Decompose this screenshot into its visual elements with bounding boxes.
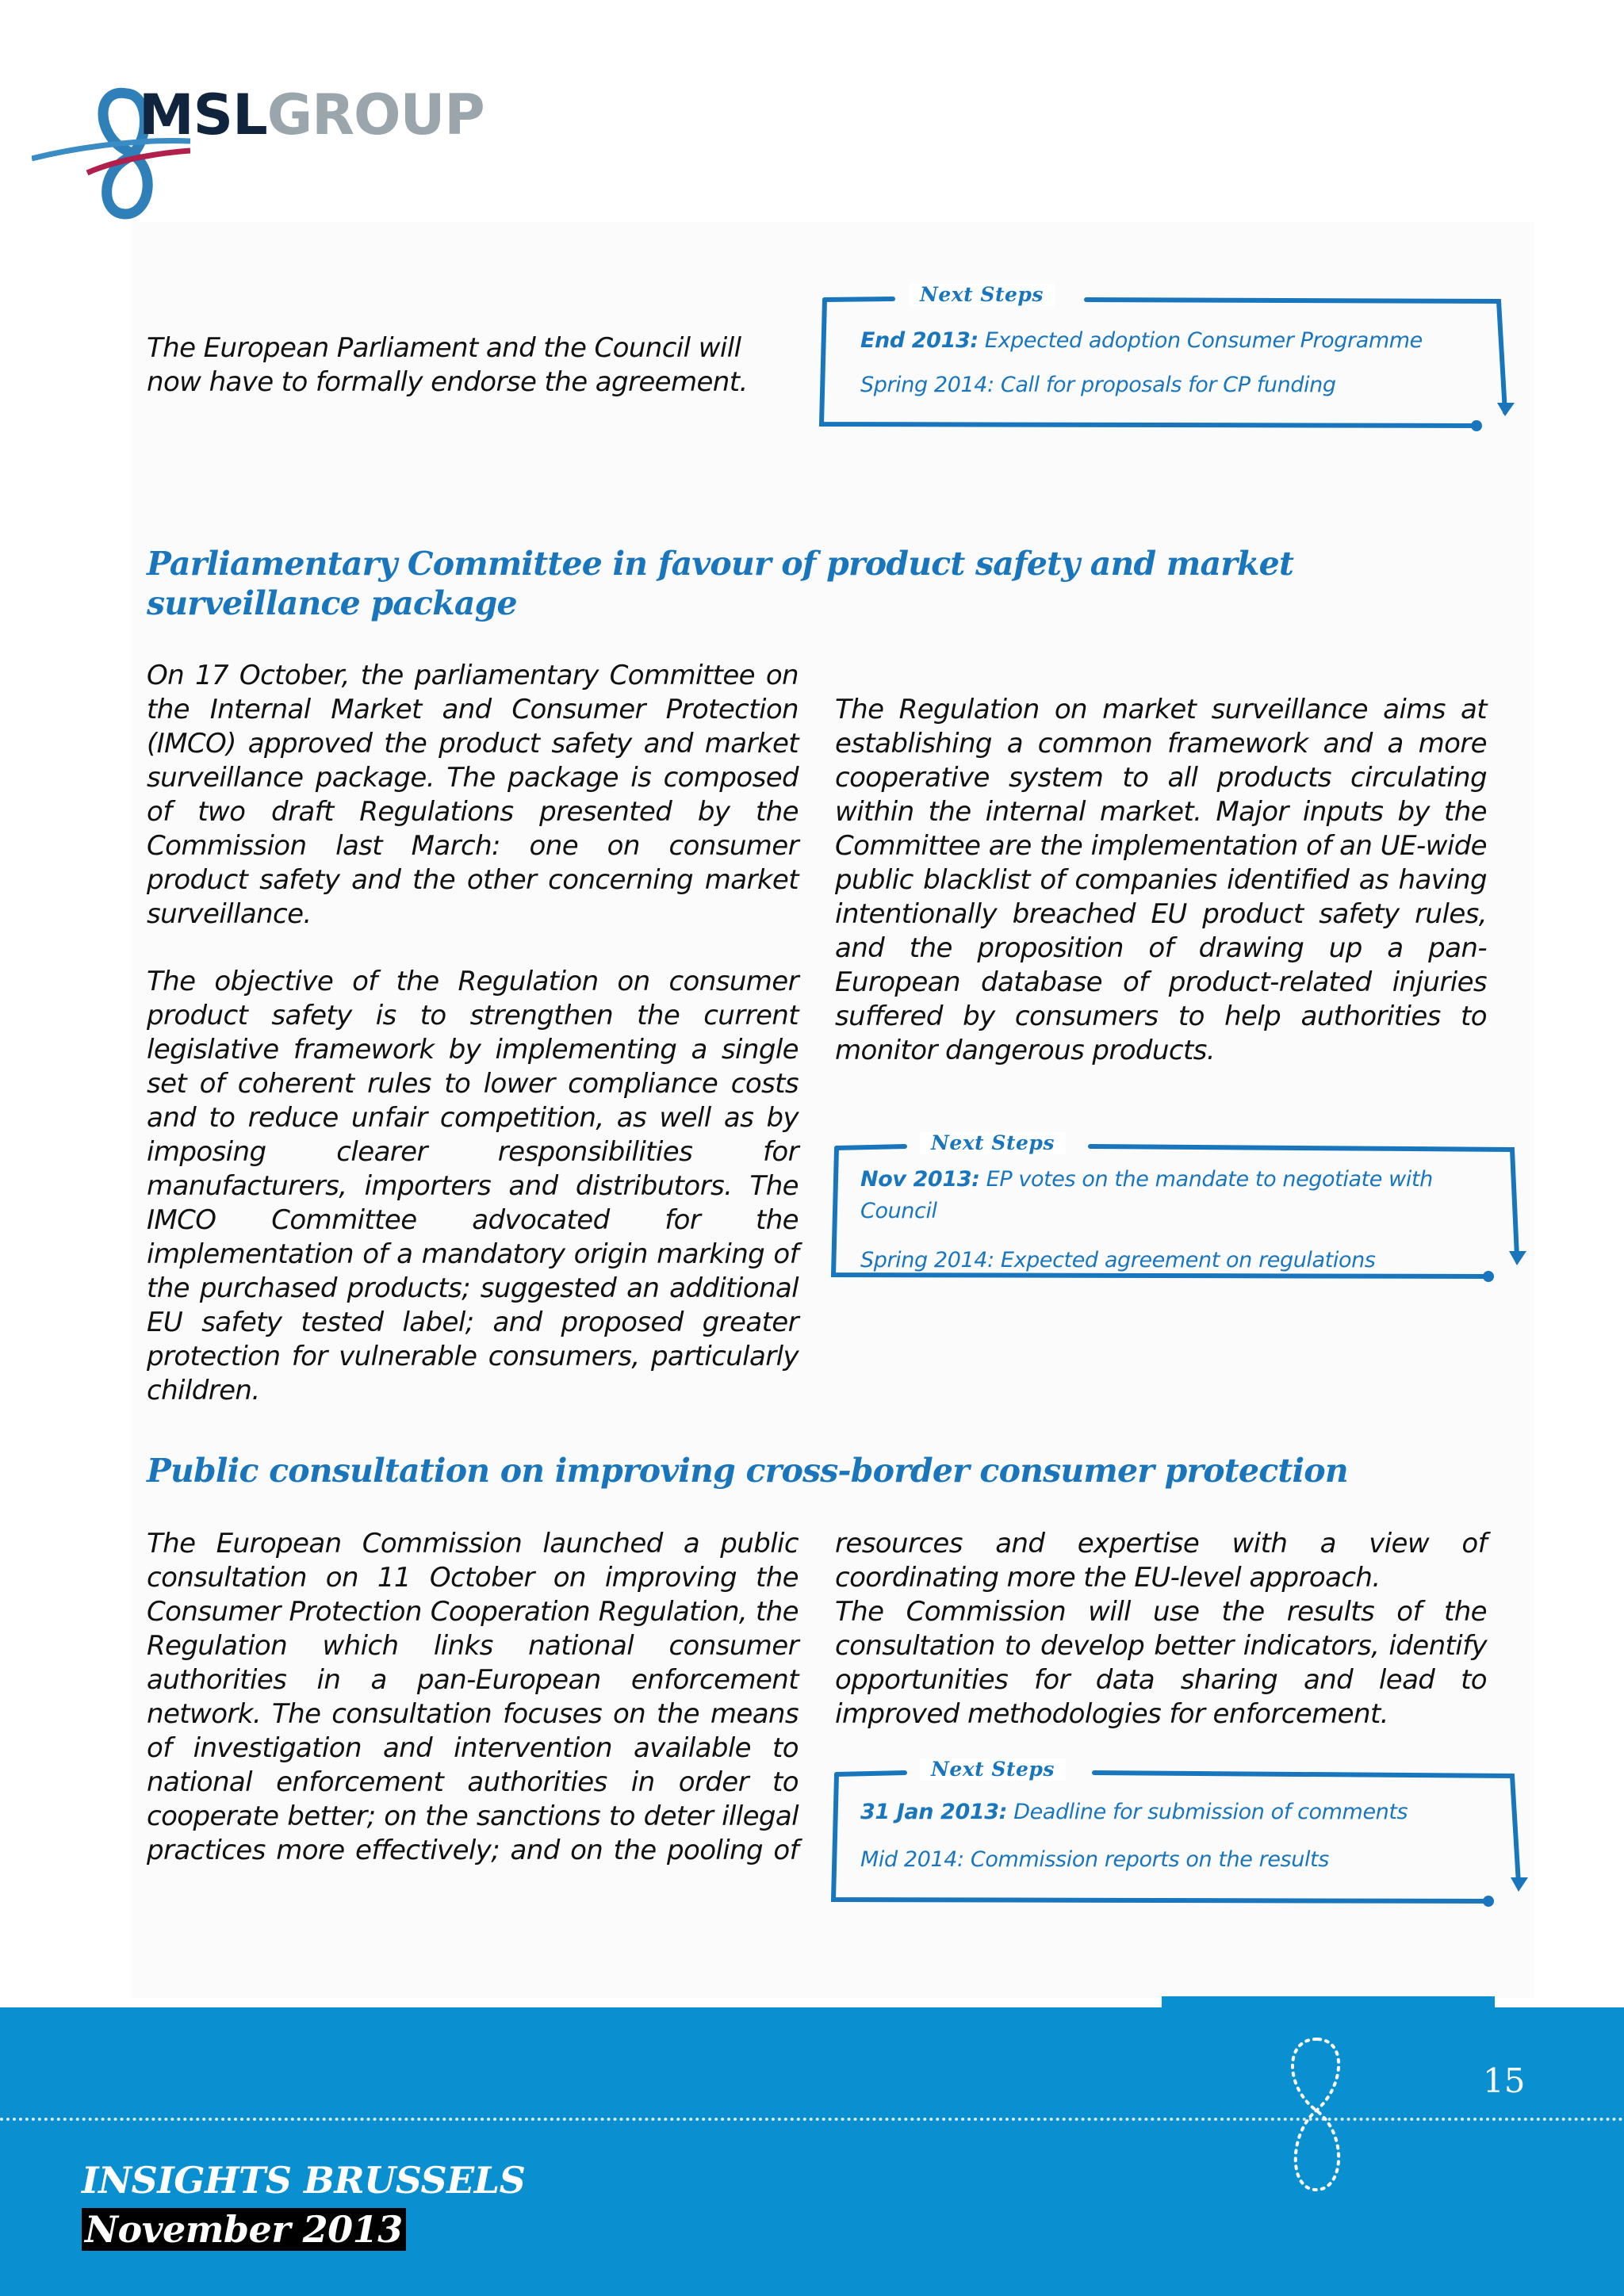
next-steps-item: Mid 2014: Commission reports on the results	[860, 1847, 1329, 1872]
hand-drawn-frame	[829, 1758, 1534, 1909]
section-heading-consultation: Public consultation on improving cross-border consumer protection	[147, 1452, 1348, 1490]
next-steps-item: Nov 2013: EP votes on the mandate to negotiate with Council	[860, 1167, 1433, 1223]
section-heading-product-safety: Parliamentary Committee in favour of product safety and market surveillance package	[147, 545, 1294, 622]
section1-right-paragraph: The Regulation on market surveillance aims at establishing a common framework and a more cooperative system to all products circulating within the internal market. Major inputs by the Committee are the implementation of an UE-wide public blacklist of companies identified as having intentionally breached EU product safety rules, and the proposition of drawing up a pan-European database of product-related injuries suffered by consumers to help authorities to monitor dangerous products.	[835, 694, 1487, 1066]
section2-left-paragraph: The European Commission launched a public consultation on 11 October on improving the Consumer Protection Cooperation Regulation, the Regulation which links national consumer authorities in a pan-European enforcement network. The consultation focuses on the means of investigation and intervention available to national enforcement authorities in order to cooperate better; on the sanctions to deter illegal practices more effectively; and on the pooling of	[147, 1528, 799, 1866]
footer-tab	[1162, 1996, 1495, 2009]
footer-band	[0, 2007, 1624, 2296]
publication-title: INSIGHTS BRUSSELS	[82, 2159, 526, 2202]
next-steps-box-2	[829, 1132, 1526, 1283]
next-steps-title: Next Steps	[920, 1132, 1066, 1154]
logo-wordmark: MSLGROUP	[139, 82, 485, 147]
next-steps-item: Spring 2014: Expected agreement on regulations	[860, 1248, 1376, 1272]
intro-paragraph: The European Parliament and the Council will now have to formally endorse the agreement.	[147, 332, 748, 398]
section2-right-paragraph-2: The Commission will use the results of the consultation to develop better indicators, identify opportunities for data sharing and lead to improved methodologies for enforcement.	[835, 1596, 1487, 1730]
section2-right-paragraph-1: resources and expertise with a view of coordinating more the EU-level approach.	[835, 1528, 1487, 1594]
publication-date: November 2013	[82, 2208, 406, 2251]
dotted-ribbon-icon	[1269, 2031, 1364, 2198]
next-steps-title: Next Steps	[920, 1758, 1066, 1781]
next-steps-box-3	[829, 1758, 1534, 1909]
next-steps-item: 31 Jan 2013: Deadline for submission of comments	[860, 1800, 1408, 1824]
page-number: 15	[1483, 2061, 1526, 2100]
section1-left-paragraph-1: On 17 October, the parliamentary Committee on the Internal Market and Consumer Protection (IMCO) approved the product safety and market surveillance package. The package is composed of two draft Regulations presented by the Commission last March: one on consumer product safety and the other concerning market surveillance.	[147, 660, 799, 930]
footer-dotted-line	[0, 2118, 1624, 2121]
next-steps-item: End 2013: Expected adoption Consumer Programme	[860, 328, 1423, 353]
section1-left-paragraph-2: The objective of the Regulation on consumer product safety is to strengthen the current legislative framework by implementing a single set of coherent rules to lower compliance costs and to reduce unfair competition, as well as by imposing clearer responsibilities for manufacturers, importers and distributors. The IMCO Committee advocated for the implementation of a mandatory origin marking of the purchased products; suggested an additional EU safety tested label; and proposed greater protection for vulnerable consumers, particularly children.	[147, 966, 799, 1406]
next-steps-item: Spring 2014: Call for proposals for CP funding	[860, 373, 1336, 397]
hand-drawn-frame	[817, 285, 1515, 436]
next-steps-box-1	[817, 285, 1515, 436]
next-steps-title: Next Steps	[909, 284, 1055, 306]
msl-group-logo	[32, 79, 485, 222]
